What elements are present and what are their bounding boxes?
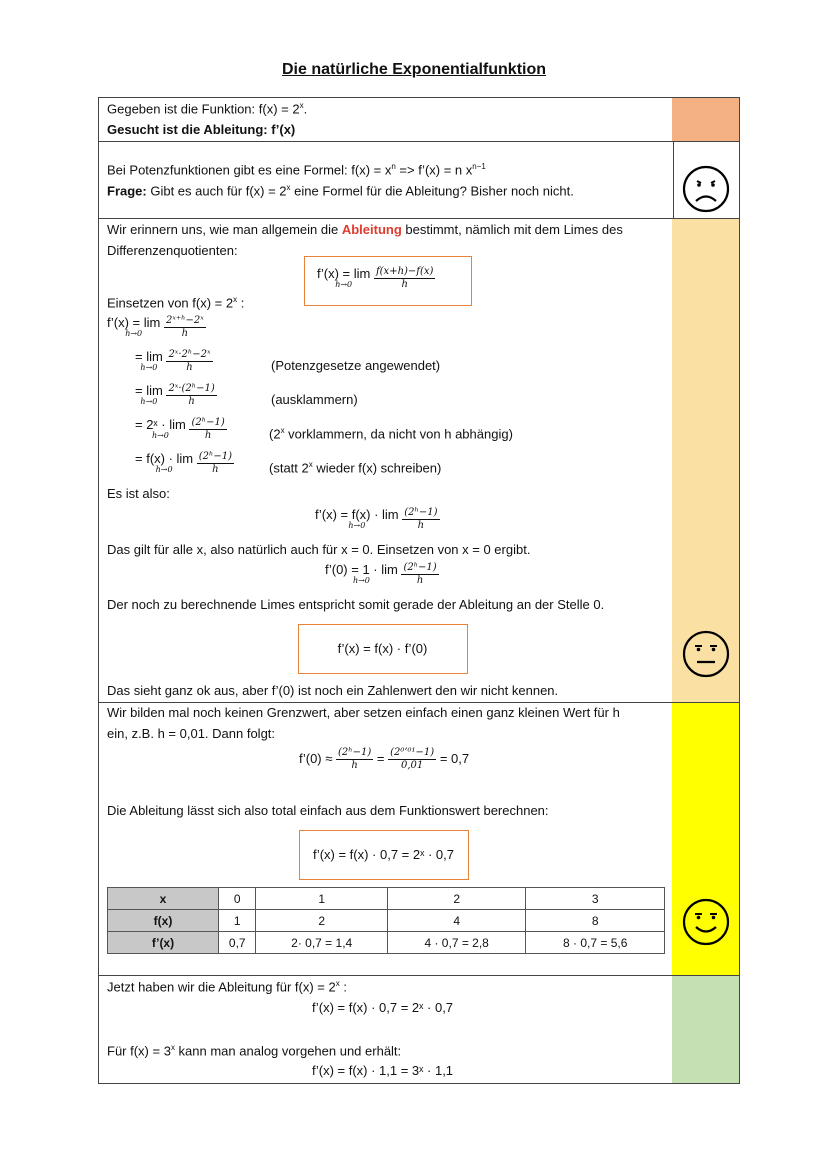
question-pre: Gibt es auch für f(x) = 2	[146, 183, 287, 199]
section-given	[98, 97, 740, 142]
section-derivation	[98, 218, 740, 703]
step4-note-pre: (2	[269, 426, 281, 442]
f0-den: h	[416, 575, 424, 586]
sought-line: Gesucht ist die Ableitung: f’(x)	[107, 122, 296, 137]
table-row-fpx	[108, 932, 665, 954]
question-post: eine Formel für die Ableitung? Bisher noch nicht.	[290, 183, 574, 199]
einsetzen-sup: x	[233, 295, 238, 304]
f0-sub: h→0	[352, 575, 370, 585]
step5-note-pre: (statt 2	[269, 460, 309, 476]
einsetzen-text: Einsetzen von f(x) = 2	[107, 295, 234, 311]
color-band-orange	[672, 98, 739, 141]
dq-num: f(x+h)−f(x)	[375, 266, 434, 277]
power-rule-sup1: n	[391, 162, 396, 171]
section-conclusion	[98, 975, 740, 1084]
table-header-cell: f’(x)	[108, 932, 219, 954]
given-line	[107, 101, 307, 116]
result-den: h	[417, 520, 425, 531]
step4-sub: h→0	[151, 430, 169, 440]
conclusion2-pre: Für f(x) = 3	[107, 1043, 171, 1059]
section-question	[98, 141, 740, 219]
step1-num: 2ˣ⁺ʰ−2ˣ	[165, 315, 204, 326]
step5-note-post: wieder f(x) schreiben)	[312, 460, 442, 476]
step3-sub: h→0	[140, 396, 158, 406]
table-cell: 8 · 0,7 = 5,6	[526, 932, 665, 954]
step1-lhs: f’(x) = lim	[107, 314, 161, 330]
step3-lhs: = lim	[135, 382, 163, 398]
conclusion2-sup: x	[170, 1043, 175, 1052]
table-cell: 8	[526, 910, 665, 932]
table-cell: 2	[387, 888, 526, 910]
section-given-content	[99, 98, 674, 141]
f0-num: (2ʰ−1)	[403, 562, 437, 573]
formula-box-2	[299, 830, 469, 880]
conclusion-formula-2: f’(x) = f(x) · 1,1 = 3ˣ · 1,1	[312, 1063, 454, 1078]
step5-sub: h→0	[155, 464, 173, 474]
intro-post: bestimmt, nämlich mit dem Limes des	[401, 222, 623, 237]
entspricht-line: Der noch zu berechnende Limes entspricht somit gerade der Ableitung an der Stelle 0.	[107, 597, 605, 612]
result-num: (2ʰ−1)	[404, 507, 438, 518]
power-rule-sup2: n−1	[472, 162, 486, 171]
approx-line2: ein, z.B. h = 0,01. Dann folgt:	[107, 726, 276, 741]
question-label: Frage:	[107, 183, 147, 199]
approx-num1: (2ʰ−1)	[338, 747, 372, 758]
conclusion-end: :	[339, 979, 347, 995]
step3-den: h	[188, 396, 195, 407]
step-2	[135, 349, 213, 374]
given-sup: x	[299, 101, 304, 110]
table-cell: 3	[526, 888, 665, 910]
einsetzen-end: :	[237, 295, 245, 311]
gilt-line: Das gilt für alle x, also natürlich auch für x = 0. Einsetzen von x = 0 ergibt.	[107, 542, 531, 557]
table-header-cell: f(x)	[108, 910, 219, 932]
approx-line1: Wir bilden mal noch keinen Grenzwert, aber setzen einfach einen ganz kleinen Wert für h	[107, 705, 620, 720]
step2-den: h	[186, 362, 193, 373]
value-table	[107, 887, 665, 954]
power-rule-text: Bei Potenzfunktionen gibt es eine Formel: f(x) = x	[107, 162, 392, 178]
smiling-face-icon	[681, 897, 731, 947]
approx-lhs: f’(0) ≈	[299, 750, 333, 766]
step4-den: h	[204, 430, 212, 441]
es-ist-also: Es ist also:	[107, 486, 170, 501]
approx-den1: h	[351, 760, 358, 771]
table-header-cell: x	[108, 888, 219, 910]
conclusion-formula-1: f’(x) = f(x) · 0,7 = 2ˣ · 0,7	[312, 1000, 454, 1015]
table-cell: 4	[387, 910, 526, 932]
section-approximation	[98, 702, 740, 976]
table-cell: 4 · 0,7 = 2,8	[387, 932, 526, 954]
conclusion-line1	[107, 979, 347, 994]
intro-pre: Wir erinnern uns, wie man allgemein die	[107, 222, 342, 237]
table-cell: 0	[219, 888, 256, 910]
step2-note: (Potenzgesetze angewendet)	[271, 358, 441, 373]
einsetzen-line	[107, 295, 244, 310]
highlight-ableitung: Ableitung	[341, 222, 402, 237]
conclusion-line2	[107, 1043, 401, 1058]
table-cell: 2	[256, 910, 387, 932]
step5-note	[269, 460, 441, 475]
conclusion-pre: Jetzt haben wir die Ableitung für f(x) = 2	[107, 979, 336, 995]
formula-box-1	[298, 624, 468, 674]
step-5	[135, 451, 234, 476]
step-4	[135, 417, 227, 442]
given-text: Gegeben ist die Funktion: f(x) = 2	[107, 101, 300, 117]
page-title: Die natürliche Exponentialfunktion	[281, 61, 547, 78]
step-1	[107, 315, 206, 340]
difference-quotient-box	[304, 256, 472, 306]
intro-line2: Differenzenquotienten:	[107, 243, 238, 258]
section-derivation-content	[99, 219, 674, 702]
ableitung-line: Die Ableitung lässt sich also total einfach aus dem Funktionswert berechnen:	[107, 803, 549, 818]
step2-sub: h→0	[140, 362, 158, 372]
step3-note: (ausklammern)	[271, 392, 358, 407]
table-row-x	[108, 888, 665, 910]
sad-face-icon	[681, 164, 731, 214]
dq-lhs: f’(x) = lim	[317, 265, 371, 281]
approx-eq: =	[376, 750, 385, 766]
step2-num: 2ˣ·2ʰ−2ˣ	[168, 349, 211, 360]
table-cell: 1	[256, 888, 387, 910]
approx-den2: 0,01	[401, 760, 424, 771]
step4-note	[269, 426, 513, 441]
ok-line: Das sieht ganz ok aus, aber f’(0) ist noch ein Zahlenwert den wir nicht kennen.	[107, 683, 559, 698]
given-end: .	[303, 101, 308, 117]
result-lhs: f’(x) = f(x) · lim	[315, 506, 399, 522]
color-band-yellow	[672, 703, 739, 975]
intro-line	[107, 222, 623, 237]
step-3	[135, 383, 217, 408]
power-rule-mid: => f’(x) = n x	[395, 162, 473, 178]
question-line	[107, 183, 574, 198]
step5-note-sup: x	[308, 460, 313, 469]
step5-lhs: = f(x) · lim	[135, 450, 194, 466]
step2-lhs: = lim	[135, 348, 163, 364]
step1-sub: h→0	[125, 328, 143, 338]
approx-num2: (2⁰’⁰¹−1)	[390, 747, 435, 758]
color-band-green	[672, 976, 739, 1083]
approx-result: = 0,7	[439, 750, 470, 766]
step1-den: h	[181, 328, 189, 339]
color-band-peach	[672, 219, 739, 702]
table-cell: 2· 0,7 = 1,4	[256, 932, 387, 954]
power-rule-line	[107, 162, 486, 177]
neutral-face-icon	[681, 629, 731, 679]
f0-formula	[325, 562, 439, 587]
step4-note-post: vorklammern, da nicht von h abhängig)	[284, 426, 513, 442]
step5-den: h	[212, 464, 219, 475]
difference-quotient	[317, 266, 435, 291]
step3-num: 2ˣ·(2ʰ−1)	[168, 383, 215, 394]
conclusion2-post: kann man analog vorgehen und erhält:	[174, 1043, 402, 1059]
step4-lhs: = 2ˣ · lim	[135, 416, 186, 432]
result-formula	[315, 507, 440, 532]
table-row-fx	[108, 910, 665, 932]
section-question-content	[99, 142, 674, 218]
step4-note-sup: x	[280, 426, 285, 435]
table-cell: 0,7	[219, 932, 256, 954]
approx-formula	[299, 747, 469, 772]
color-band-blank	[672, 142, 739, 218]
dq-lim-sub: h→0	[335, 279, 353, 289]
section-conclusion-content	[99, 976, 674, 1083]
step4-num: (2ʰ−1)	[191, 417, 225, 428]
conclusion-sup: x	[335, 979, 340, 988]
result-sub: h→0	[348, 520, 366, 530]
dq-den: h	[401, 279, 408, 290]
formula-box-2-text: f’(x) = f(x) · 0,7 = 2ˣ · 0,7	[312, 847, 455, 862]
step5-num: (2ʰ−1)	[198, 451, 232, 462]
question-sup: x	[286, 183, 291, 192]
formula-box-1-text: f’(x) = f(x) · f’(0)	[337, 641, 428, 656]
f0-lhs: f’(0) = 1 · lim	[325, 561, 398, 577]
table-cell: 1	[219, 910, 256, 932]
section-approximation-content	[99, 703, 674, 975]
